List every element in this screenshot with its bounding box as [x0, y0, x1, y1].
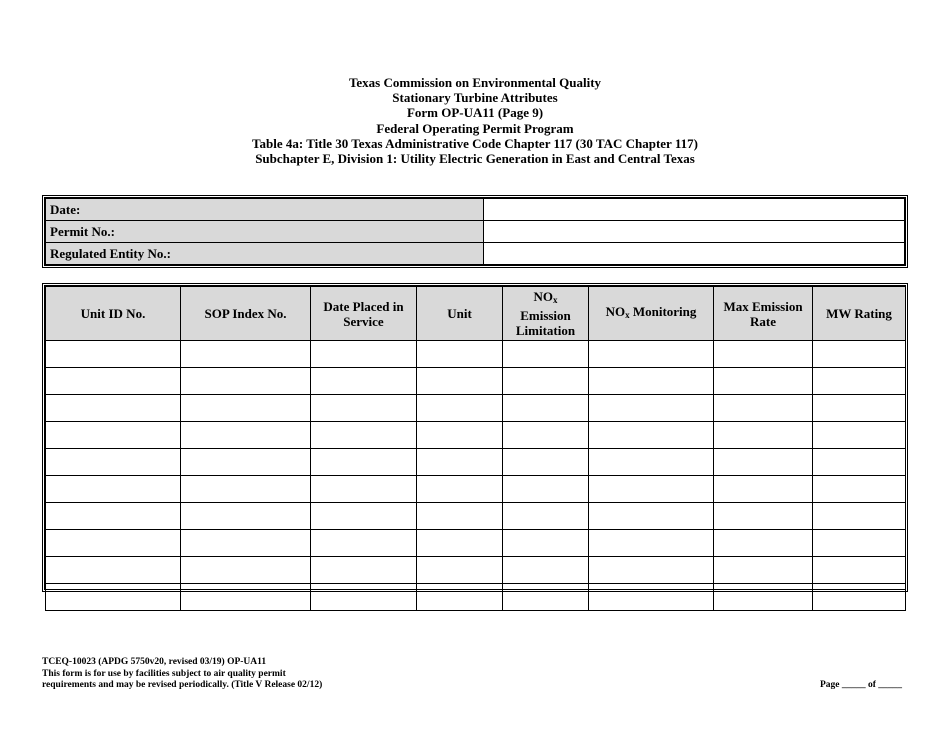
table-row [46, 557, 906, 584]
table-row [46, 476, 906, 503]
table-cell[interactable] [181, 341, 311, 368]
table-cell[interactable] [181, 503, 311, 530]
table-row [46, 503, 906, 530]
table-cell[interactable] [589, 422, 714, 449]
table-cell[interactable] [714, 395, 813, 422]
table-cell[interactable] [311, 368, 417, 395]
table-cell[interactable] [503, 476, 589, 503]
table-cell[interactable] [181, 584, 311, 611]
col-max-emission-rate: Max Emission Rate [714, 287, 813, 341]
subchapter-title: Subchapter E, Division 1: Utility Electric Generation in East and Central Texas [255, 151, 695, 167]
table-cell[interactable] [46, 395, 181, 422]
permit-field[interactable] [484, 221, 905, 243]
table-cell[interactable] [417, 395, 503, 422]
table-cell[interactable] [181, 476, 311, 503]
col-unit-id: Unit ID No. [46, 287, 181, 341]
table-cell[interactable] [181, 368, 311, 395]
col-nox-monitoring: $NO_x$ Monitoring [589, 287, 714, 341]
date-label: Date: [46, 199, 484, 221]
table-cell[interactable] [311, 341, 417, 368]
table-cell[interactable] [311, 476, 417, 503]
table-title: Table 4a: Title 30 Texas Administrative Code Chapter 117 (30 TAC Chapter 117) [252, 135, 698, 151]
table-cell[interactable] [714, 503, 813, 530]
table-cell[interactable] [503, 584, 589, 611]
col-nox-emission-limitation: $NO_x$ Emission Limitation [503, 287, 589, 341]
table-cell[interactable] [813, 422, 906, 449]
table-cell[interactable] [813, 476, 906, 503]
table-cell[interactable] [813, 449, 906, 476]
table-cell[interactable] [589, 503, 714, 530]
table-cell[interactable] [813, 584, 906, 611]
table-row [46, 530, 906, 557]
usage-note-1: This form is for use by facilities subject to air quality permit [42, 668, 286, 679]
table-cell[interactable] [589, 449, 714, 476]
table-cell[interactable] [311, 395, 417, 422]
usage-note-2: requirements and may be revised periodically. (Title V Release 02/12) [42, 680, 323, 690]
table-cell[interactable] [311, 422, 417, 449]
table-cell[interactable] [714, 368, 813, 395]
table-row [46, 422, 906, 449]
program-title: Federal Operating Permit Program [376, 120, 574, 136]
table-row [46, 368, 906, 395]
table-cell[interactable] [417, 449, 503, 476]
table-cell[interactable] [417, 476, 503, 503]
table-cell[interactable] [503, 530, 589, 557]
form-footer [42, 657, 322, 692]
table-cell[interactable] [813, 557, 906, 584]
form-title: Stationary Turbine Attributes [392, 90, 558, 106]
table-cell[interactable] [311, 530, 417, 557]
table-cell[interactable] [589, 368, 714, 395]
table-cell[interactable] [813, 395, 906, 422]
table-cell[interactable] [181, 449, 311, 476]
table-cell[interactable] [46, 530, 181, 557]
table-cell[interactable] [311, 584, 417, 611]
table-cell[interactable] [589, 584, 714, 611]
table-row [46, 395, 906, 422]
col-sop-index: SOP Index No. [181, 287, 311, 341]
col-unit: Unit [417, 287, 503, 341]
table-cell[interactable] [46, 584, 181, 611]
table-cell[interactable] [181, 422, 311, 449]
table-cell[interactable] [813, 530, 906, 557]
table-cell[interactable] [589, 341, 714, 368]
form-page: Form OP-UA11 (Page 9) [406, 105, 544, 121]
table-cell[interactable] [46, 341, 181, 368]
table-cell[interactable] [714, 476, 813, 503]
table-cell[interactable] [311, 449, 417, 476]
table-cell[interactable] [714, 422, 813, 449]
table-cell[interactable] [417, 557, 503, 584]
info-box [42, 195, 908, 268]
table-cell[interactable] [714, 341, 813, 368]
table-cell[interactable] [589, 530, 714, 557]
table-cell[interactable] [311, 557, 417, 584]
table-cell[interactable] [46, 449, 181, 476]
entity-label: Regulated Entity No.: [46, 243, 484, 265]
entity-field[interactable] [484, 243, 905, 265]
table-cell[interactable] [417, 422, 503, 449]
table-cell[interactable] [417, 368, 503, 395]
table-cell[interactable] [813, 368, 906, 395]
table-cell[interactable] [181, 395, 311, 422]
table-row [46, 449, 906, 476]
table-cell[interactable] [813, 341, 906, 368]
attributes-table [42, 283, 908, 592]
table-cell[interactable] [503, 422, 589, 449]
table-cell[interactable] [714, 449, 813, 476]
table-cell[interactable] [589, 557, 714, 584]
permit-label: Permit No.: [46, 221, 484, 243]
form-id: TCEQ-10023 (APDG 5750v20, revised 03/19) OP-UA11 [42, 657, 267, 667]
table-cell[interactable] [46, 557, 181, 584]
table-cell[interactable] [181, 530, 311, 557]
table-cell[interactable] [503, 368, 589, 395]
date-field[interactable] [484, 199, 905, 221]
table-cell[interactable] [503, 449, 589, 476]
table-cell[interactable] [714, 557, 813, 584]
page-number: Page _____ of _____ [819, 680, 902, 690]
table-cell[interactable] [46, 422, 181, 449]
table-cell[interactable] [46, 368, 181, 395]
table-cell[interactable] [813, 503, 906, 530]
table-cell[interactable] [417, 584, 503, 611]
col-mw-rating: MW Rating [813, 287, 906, 341]
table-cell[interactable] [589, 476, 714, 503]
table-cell[interactable] [417, 341, 503, 368]
col-date-placed: Date Placed in Service [311, 287, 417, 341]
table-cell[interactable] [589, 395, 714, 422]
form-header [0, 75, 950, 166]
agency-title: Texas Commission on Environmental Quality [348, 75, 602, 90]
table-cell[interactable] [503, 557, 589, 584]
table-cell[interactable] [46, 503, 181, 530]
table-cell[interactable] [714, 530, 813, 557]
table-row [46, 584, 906, 611]
table-cell[interactable] [714, 584, 813, 611]
table-cell[interactable] [417, 503, 503, 530]
table-cell[interactable] [181, 557, 311, 584]
table-cell[interactable] [503, 341, 589, 368]
table-cell[interactable] [46, 476, 181, 503]
table-cell[interactable] [503, 503, 589, 530]
table-cell[interactable] [311, 503, 417, 530]
table-cell[interactable] [503, 395, 589, 422]
table-row [46, 341, 906, 368]
table-cell[interactable] [417, 530, 503, 557]
